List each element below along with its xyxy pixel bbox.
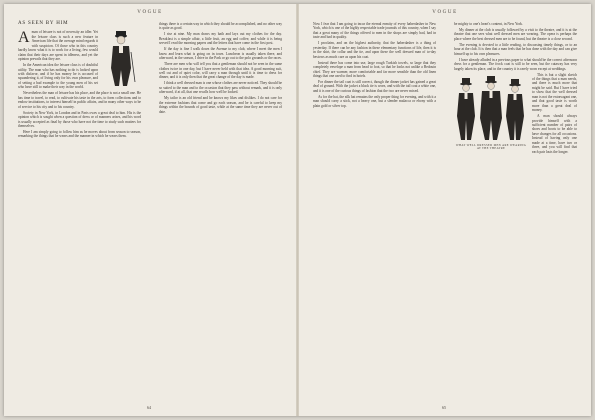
right-page <box>299 4 591 416</box>
paragraph: Nevertheless the man of leisure has his place, and the place is not a small one. He has time to travel, to read, to cultivate his taste in the arts, to form collections and to endow institutions, to interest himself in public affairs, and in many other ways to be of service to his city and to his country. <box>18 91 141 109</box>
drop-cap: A <box>18 29 30 47</box>
running-head-right: VOGUE <box>432 10 458 15</box>
theatre-figures-illustration <box>454 76 528 150</box>
illustration-caption: WHAT WELL DRESSED MEN ARE WEARING AT THE THEATRE <box>455 142 527 151</box>
paragraph: The evening is devoted to a little reading, to discussing timely things, or to an hour at the club. It is then that a man feels that he has done with the day and can give himself up to his own pleasures. <box>454 42 577 56</box>
paragraph: I rise at nine. My man draws my bath and lays out my clothes for the day. Breakfast is a simple affair, a little fruit, an egg and coffee, and while it is being served I read the morning papers and the letters that have come in the first post. <box>159 32 282 46</box>
left-column-2 <box>159 22 282 116</box>
magazine-spread <box>4 4 591 416</box>
paragraph: be mighty to one's heart's content, in New York. <box>454 22 523 26</box>
paragraph: For dinner the tail coat is still correct, though the dinner jacket has gained a great deal of ground. With the jacket a black tie is worn, and with the tail coat a white one, and it is one of the curious things of fashion that the two are never mixed. <box>313 79 436 93</box>
paragraph: Now I fear that I am going to incur the eternal enmity of every haberdasher in New York, which is one of the highly respectable trade journals of this country, when I say that a great many of the things offered to men in the shops are simply bad, bad in taste and bad in quality. <box>313 22 436 40</box>
standing-man-illustration <box>101 30 141 88</box>
paragraph: My dinner at the club is usually followed by a visit to the theatre, and it is at the theatre that one sees what well dressed men are wearing. The opera is perhaps the place where the best dressed men are to be found, but the theatre is a close second. <box>454 27 577 41</box>
article-title: AS SEEN BY HIM <box>18 21 69 26</box>
right-column-2 <box>454 22 577 156</box>
paragraph: A man should always provide himself with a sufficient number of pairs of shoes and boots to be able to have changes for all occasions. Instead of having only one made at a time, have two or three, and you will find that each pair lasts the longer. <box>532 114 577 154</box>
paragraph: My tailor is an old friend and he knows my likes and dislikes. I do not care for the extreme fashions that come and go each season, and he is careful to keep my things within the bounds of good taste, while at the same time they are never out of date. <box>159 96 282 114</box>
paragraph: I proclaim, and on the highest authority, that the haberdasher is a thing of yesterday. If there can be any fashion in these elementary functions of life, then it is in the shirt, the collar and the tie, and upon these the well dressed man of to-day bestows as much care as upon his coat. <box>313 41 436 59</box>
paragraph: Instead there has come into use, large rough Turkish towels, so large that they completely envelope a man from head to foot, so that he looks not unlike a Bedouin chief. They are warmer, more comfortable and far more sensible than the old linen things that one used to find in hotels. <box>313 60 436 78</box>
figure-right <box>506 79 524 140</box>
paragraph: I think a well dressed man is one whose clothes are never noticed. They should be so suited to the man and to the occasion that they pass without remark, and it is only afterward, if at all, that one recalls how well he looked. <box>159 81 282 95</box>
paragraph: man of leisure is not of necessity an idler. Yet the leisure class is such a new feature in American life that the average mind regards it with suspicion. Of those who in this country hardly know what it is to work for a living, few would claim that their days are spent in idleness, and yet the opinion prevails that they are. <box>18 30 98 62</box>
page-number-right: 65 <box>442 405 446 410</box>
paragraph: As for the hat, the silk hat remains the only proper thing for evening, and with it a man should carry a stick, not a heavy one, but a slender malacca or ebony with a plain gold or silver top. <box>313 94 436 108</box>
figure-left <box>457 78 475 140</box>
paragraph: If the day is fine I walk down the Avenue to my club, where I meet the men I know and learn what is going on in town. Luncheon is usually taken there, and afterward, in the season, I drive in the Park or go out to the polo grounds or the races. <box>159 47 282 61</box>
left-page <box>4 4 296 416</box>
paragraph: Society in New York, in London and in Paris owes a great deal to him. His is the opinion which is sought when a question of dress or of manners arises, and his word is usually accepted as final by those who have not the time to study such matters for themselves. <box>18 110 141 129</box>
figure-center <box>480 76 502 140</box>
paragraph: In the American idea the leisure class is of doubtful utility. The man who has nothing to do is looked upon with disfavor, and if he has money he is accused of squandering it, of living only for his own pleasure, and of setting a bad example to the young men of his set who have still to make their way in the world. <box>18 63 98 90</box>
paragraph: There are men who will tell you that a gentleman should not be seen in the same clothes twice in one day, but I have never held with that idea. A good morning suit, well cut and of quiet color, will carry a man through until it is time to dress for dinner, and it is only then that the great change of the day is made. <box>159 62 282 80</box>
three-men-drawing <box>454 76 528 142</box>
left-column-1 <box>18 22 141 140</box>
right-column-1 <box>313 22 436 110</box>
paragraph: things there is a certain way in which they should be accomplished, and no other way is quite as good. <box>159 22 282 31</box>
paragraph: I have already alluded in a previous paper to what should be the correct afternoon dress for a gentleman. The frock coat is still to be seen, but the cutaway has very largely taken its place, and in the country it is rarely worn except at weddings. <box>454 57 577 71</box>
paragraph: This is but a slight sketch of the things that a man needs, and there is much more that might be said. But I have tried to show that the well dressed man is not the extravagant one, and that good taste is worth more than a great deal of money. <box>532 72 577 113</box>
page-number-left: 64 <box>147 405 151 410</box>
paragraph: Here I am simply going to follow him as he moves about from season to season, remarking the things that he wears and the manner in which he wears them. <box>18 129 141 139</box>
running-head-left: VOGUE <box>137 10 163 15</box>
